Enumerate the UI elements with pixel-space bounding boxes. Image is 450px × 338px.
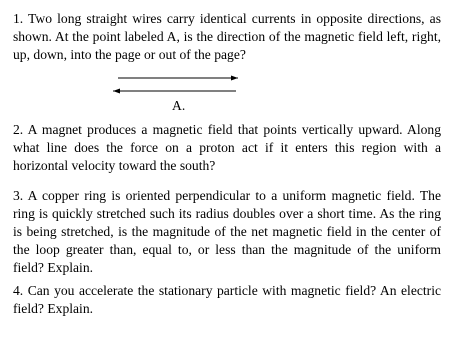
question-1: 1. Two long straight wires carry identical currents in opposite directions, as shown. At the point labeled A, is the direction of the magnetic field left, right, up, down, into the page or out of the page? <box>13 11 441 62</box>
bottom-wire-arrowhead-left <box>113 89 120 94</box>
point-a-label: A. <box>172 98 186 113</box>
question-3: 3. A copper ring is oriented perpendicular to a uniform magnetic field. The ring is quickly stretched such its radius doubles over a short time. As the ring is being stretched, is the magnitude of the net magnetic field in the center of the loop greater than, equal to, or less than the magnitude of the uniform field? Explain. <box>13 188 441 275</box>
bottom-wire <box>113 89 236 94</box>
question-4: 4. Can you accelerate the stationary particle with magnetic field? An electric field? Explain. <box>13 283 441 316</box>
question-2: 2. A magnet produces a magnetic field that points vertically upward. Along what line does the force on a proton act if it enters this region with a horizontal velocity toward the south? <box>13 122 441 173</box>
top-wire-arrowhead-right <box>231 76 238 81</box>
top-wire <box>118 76 238 81</box>
wires-diagram <box>110 70 250 100</box>
